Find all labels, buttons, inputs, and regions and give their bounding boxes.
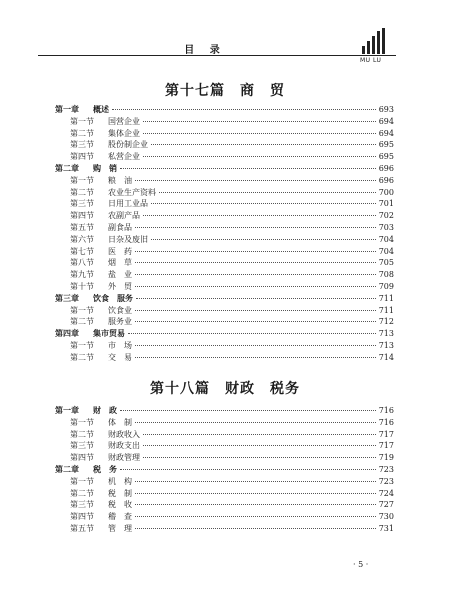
- toc-section-row[interactable]: [55, 175, 394, 187]
- toc-entry-title: 农副产品: [108, 211, 140, 221]
- toc-entry-number: 第八节: [70, 258, 94, 268]
- toc-entry-number: 第四节: [70, 152, 94, 162]
- dot-leader: [143, 156, 376, 157]
- toc-entry-title: 医 药: [108, 246, 132, 256]
- toc-entry-title: 税 务: [93, 464, 117, 474]
- dot-leader: [135, 262, 376, 263]
- dot-leader: [143, 133, 376, 134]
- toc-page-number: 693: [378, 105, 394, 114]
- dot-leader: [128, 333, 376, 334]
- dot-leader: [135, 493, 376, 494]
- dot-leader: [135, 422, 376, 423]
- toc-entry-title: 国营企业: [108, 116, 140, 126]
- toc-page-number: 696: [378, 163, 394, 173]
- toc-entry-number: 第一节: [70, 340, 94, 350]
- toc-page-number: 695: [378, 152, 394, 162]
- toc-entry-number: 第二节: [70, 429, 94, 439]
- toc-label: [55, 222, 132, 234]
- toc-entry-title: 税 制: [108, 488, 132, 498]
- toc-label: [55, 511, 132, 523]
- toc-entry-title: 粮 油: [108, 175, 132, 185]
- toc-page-number: 723: [378, 476, 394, 486]
- toc-page-number: 711: [378, 293, 394, 303]
- toc-chapter-row[interactable]: [55, 464, 394, 476]
- footer-page-number: · 5 ·: [353, 560, 369, 569]
- toc-entry-number: 第三节: [70, 140, 94, 150]
- toc-section-row[interactable]: [55, 246, 394, 258]
- toc-label: [55, 305, 132, 317]
- header-logo-text: MU LU: [360, 57, 382, 64]
- dot-leader: [135, 528, 376, 529]
- header-rule: [38, 55, 396, 56]
- dot-leader: [135, 310, 376, 311]
- toc-entry-number: 第一章: [55, 105, 79, 114]
- toc-label: [55, 210, 140, 222]
- toc-entry-title: 机 构: [108, 476, 132, 486]
- toc-chapter-row[interactable]: [55, 405, 394, 417]
- toc-label: [55, 163, 117, 175]
- toc-section-row[interactable]: [55, 340, 394, 352]
- toc-entry-number: 第五节: [70, 222, 94, 232]
- dot-leader: [151, 239, 376, 240]
- toc-entry-title: 税 收: [108, 500, 132, 510]
- dot-leader: [112, 109, 376, 110]
- toc-section-row[interactable]: [55, 116, 394, 128]
- toc-page-number: 709: [378, 281, 394, 291]
- toc-section-row[interactable]: [55, 222, 394, 234]
- toc-label: [55, 281, 132, 293]
- toc-section-row[interactable]: [55, 352, 394, 364]
- toc-label: [55, 417, 132, 429]
- toc-entry-title: 烟 草: [108, 258, 132, 268]
- toc-page-number: 712: [378, 317, 394, 327]
- toc-page-number: 708: [378, 270, 394, 280]
- toc-label: [55, 269, 132, 281]
- toc-label: [55, 328, 125, 340]
- toc-section-row[interactable]: [55, 429, 394, 441]
- toc-entry-title: 财政支出: [108, 441, 140, 451]
- toc-page-number: 705: [378, 258, 394, 268]
- dot-leader: [143, 215, 376, 216]
- header-title: 目 录: [184, 45, 226, 56]
- toc-section-row[interactable]: [55, 476, 394, 488]
- toc-label: [55, 316, 132, 328]
- toc-entry-number: 第一节: [70, 476, 94, 486]
- toc-label: [55, 405, 117, 417]
- toc-entry-number: 第一节: [70, 305, 94, 315]
- toc-entry-number: 第四章: [55, 329, 79, 339]
- toc-entry-title: 财政收入: [108, 429, 140, 439]
- dot-leader: [159, 192, 376, 193]
- toc-entry-number: 第十节: [70, 281, 94, 291]
- toc-section-row[interactable]: [55, 198, 394, 210]
- toc-page-number: 714: [378, 352, 394, 362]
- toc-chapter-row[interactable]: [55, 163, 394, 175]
- toc-label: [55, 104, 109, 116]
- dot-leader: [135, 251, 376, 252]
- toc-entry-number: 第三节: [70, 441, 94, 451]
- toc-label: [55, 476, 132, 488]
- toc-entry-number: 第二章: [55, 464, 79, 474]
- toc-entry-number: 第四节: [70, 453, 94, 463]
- toc-entry-number: 第九节: [70, 270, 94, 280]
- toc-label: [55, 293, 133, 305]
- toc-label: [55, 340, 132, 352]
- toc-section-row[interactable]: [55, 452, 394, 464]
- dot-leader: [151, 203, 376, 204]
- toc-section-row[interactable]: [55, 269, 394, 281]
- toc-entry-title: 财 政: [93, 406, 117, 415]
- toc-page-number: 719: [378, 453, 394, 463]
- toc-entry-number: 第一章: [55, 406, 79, 415]
- toc-entry-number: 第四节: [70, 512, 94, 522]
- toc-page-number: 704: [378, 234, 394, 244]
- toc-page-number: 727: [378, 500, 394, 510]
- dot-leader: [143, 445, 376, 446]
- toc-entry-title: 日用工业品: [108, 199, 148, 209]
- toc-section-row[interactable]: [55, 234, 394, 246]
- toc-entry-title: 私营企业: [108, 152, 140, 162]
- toc-page-number: 696: [378, 175, 394, 185]
- toc-label: [55, 352, 132, 364]
- toc-entry-number: 第三章: [55, 293, 79, 303]
- toc-entry-title: 盐 业: [108, 270, 132, 280]
- toc-section-row[interactable]: [55, 128, 394, 140]
- dot-leader: [135, 286, 376, 287]
- dot-leader: [136, 298, 376, 299]
- dot-leader: [135, 516, 376, 517]
- toc-section-row[interactable]: [55, 417, 394, 429]
- toc-entry-number: 第三节: [70, 199, 94, 209]
- toc-entry-title: 购 销: [93, 163, 117, 173]
- dot-leader: [143, 457, 376, 458]
- toc-entry-title: 服务业: [108, 317, 132, 327]
- toc-label: [55, 464, 117, 476]
- toc-label: [55, 187, 156, 199]
- toc-page-number: 694: [378, 128, 394, 138]
- part-title-18: 第十八篇 财政 税务: [150, 381, 300, 397]
- toc-entry-number: 第一节: [70, 175, 94, 185]
- toc-list-part-17: [55, 104, 394, 364]
- toc-entry-number: 第一节: [70, 116, 94, 126]
- toc-entry-number: 第六节: [70, 234, 94, 244]
- toc-page-number: 717: [378, 429, 394, 439]
- toc-section-row[interactable]: [55, 499, 394, 511]
- toc-section-row[interactable]: [55, 139, 394, 151]
- toc-entry-title: 饮食业: [108, 305, 132, 315]
- toc-page-number: 716: [378, 406, 394, 415]
- toc-entry-number: 第二节: [70, 488, 94, 498]
- toc-page-number: 694: [378, 116, 394, 126]
- toc-label: [55, 488, 132, 500]
- toc-label: [55, 128, 140, 140]
- toc-label: [55, 440, 140, 452]
- toc-section-row[interactable]: [55, 257, 394, 269]
- dot-leader: [120, 469, 376, 470]
- toc-entry-title: 交 易: [108, 352, 132, 362]
- toc-entry-title: 概述: [93, 105, 109, 114]
- toc-chapter-row[interactable]: [55, 104, 394, 116]
- dot-leader: [143, 121, 376, 122]
- toc-page-number: 700: [378, 187, 394, 197]
- toc-page-number: 717: [378, 441, 394, 451]
- dot-leader: [120, 168, 376, 169]
- toc-section-row[interactable]: [55, 210, 394, 222]
- toc-section-row[interactable]: [55, 440, 394, 452]
- toc-label: [55, 452, 140, 464]
- toc-page-number: 713: [378, 329, 394, 339]
- dot-leader: [135, 345, 376, 346]
- toc-label: [55, 175, 132, 187]
- toc-entry-title: 集市贸易: [93, 329, 125, 339]
- toc-entry-number: 第二节: [70, 128, 94, 138]
- toc-label: [55, 499, 132, 511]
- toc-chapter-row[interactable]: [55, 328, 394, 340]
- toc-entry-number: 第五节: [70, 523, 94, 533]
- toc-entry-title: 股份制企业: [108, 140, 148, 150]
- toc-label: [55, 116, 140, 128]
- dot-leader: [135, 504, 376, 505]
- toc-page-number: 724: [378, 488, 394, 498]
- toc-entry-number: 第二节: [70, 187, 94, 197]
- toc-page-number: 703: [378, 222, 394, 232]
- toc-section-row[interactable]: [55, 488, 394, 500]
- dot-leader: [135, 481, 376, 482]
- toc-label: [55, 523, 132, 535]
- toc-section-row[interactable]: [55, 316, 394, 328]
- toc-section-row[interactable]: [55, 187, 394, 199]
- toc-label: [55, 139, 148, 151]
- toc-label: [55, 246, 132, 258]
- toc-page-number: 702: [378, 211, 394, 221]
- toc-entry-title: 日杂及废旧: [108, 234, 148, 244]
- toc-section-row[interactable]: [55, 523, 394, 535]
- header-logo: [362, 28, 388, 54]
- toc-entry-number: 第四节: [70, 211, 94, 221]
- toc-list-part-18: [55, 405, 394, 535]
- toc-page-number: 701: [378, 199, 394, 209]
- dot-leader: [135, 357, 376, 358]
- dot-leader: [135, 321, 376, 322]
- toc-entry-title: 集体企业: [108, 128, 140, 138]
- toc-section-row[interactable]: [55, 511, 394, 523]
- dot-leader: [135, 180, 376, 181]
- toc-section-row[interactable]: [55, 305, 394, 317]
- toc-page-number: 716: [378, 417, 394, 427]
- toc-entry-title: 农业生产资料: [108, 187, 156, 197]
- toc-page-number: 731: [378, 523, 394, 533]
- toc-entry-number: 第七节: [70, 246, 94, 256]
- toc-entry-title: 饮食 服务: [93, 293, 133, 303]
- toc-entry-number: 第三节: [70, 500, 94, 510]
- toc-entry-number: 第一节: [70, 417, 94, 427]
- toc-entry-number: 第二章: [55, 163, 79, 173]
- toc-page-number: 730: [378, 512, 394, 522]
- dot-leader: [120, 410, 376, 411]
- dot-leader: [135, 227, 376, 228]
- toc-label: [55, 234, 148, 246]
- dot-leader: [135, 274, 376, 275]
- toc-entry-title: 稽 查: [108, 512, 132, 522]
- toc-page-number: 695: [378, 140, 394, 150]
- toc-label: [55, 198, 148, 210]
- toc-entry-title: 市 场: [108, 340, 132, 350]
- part-title-17: 第十七篇 商 贸: [165, 83, 285, 99]
- toc-section-row[interactable]: [55, 151, 394, 163]
- toc-entry-title: 体 制: [108, 417, 132, 427]
- toc-page-number: 704: [378, 246, 394, 256]
- toc-page-number: 723: [378, 464, 394, 474]
- toc-label: [55, 429, 140, 441]
- toc-section-row[interactable]: [55, 281, 394, 293]
- dot-leader: [143, 434, 376, 435]
- toc-entry-number: 第二节: [70, 352, 94, 362]
- toc-entry-title: 副食品: [108, 222, 132, 232]
- toc-entry-title: 财政管理: [108, 453, 140, 463]
- toc-page-number: 713: [378, 340, 394, 350]
- toc-entry-title: 外 贸: [108, 281, 132, 291]
- dot-leader: [151, 144, 376, 145]
- toc-entry-title: 管 理: [108, 523, 132, 533]
- toc-label: [55, 257, 132, 269]
- toc-chapter-row[interactable]: [55, 293, 394, 305]
- toc-entry-number: 第二节: [70, 317, 94, 327]
- toc-page-number: 711: [378, 305, 394, 315]
- toc-label: [55, 151, 140, 163]
